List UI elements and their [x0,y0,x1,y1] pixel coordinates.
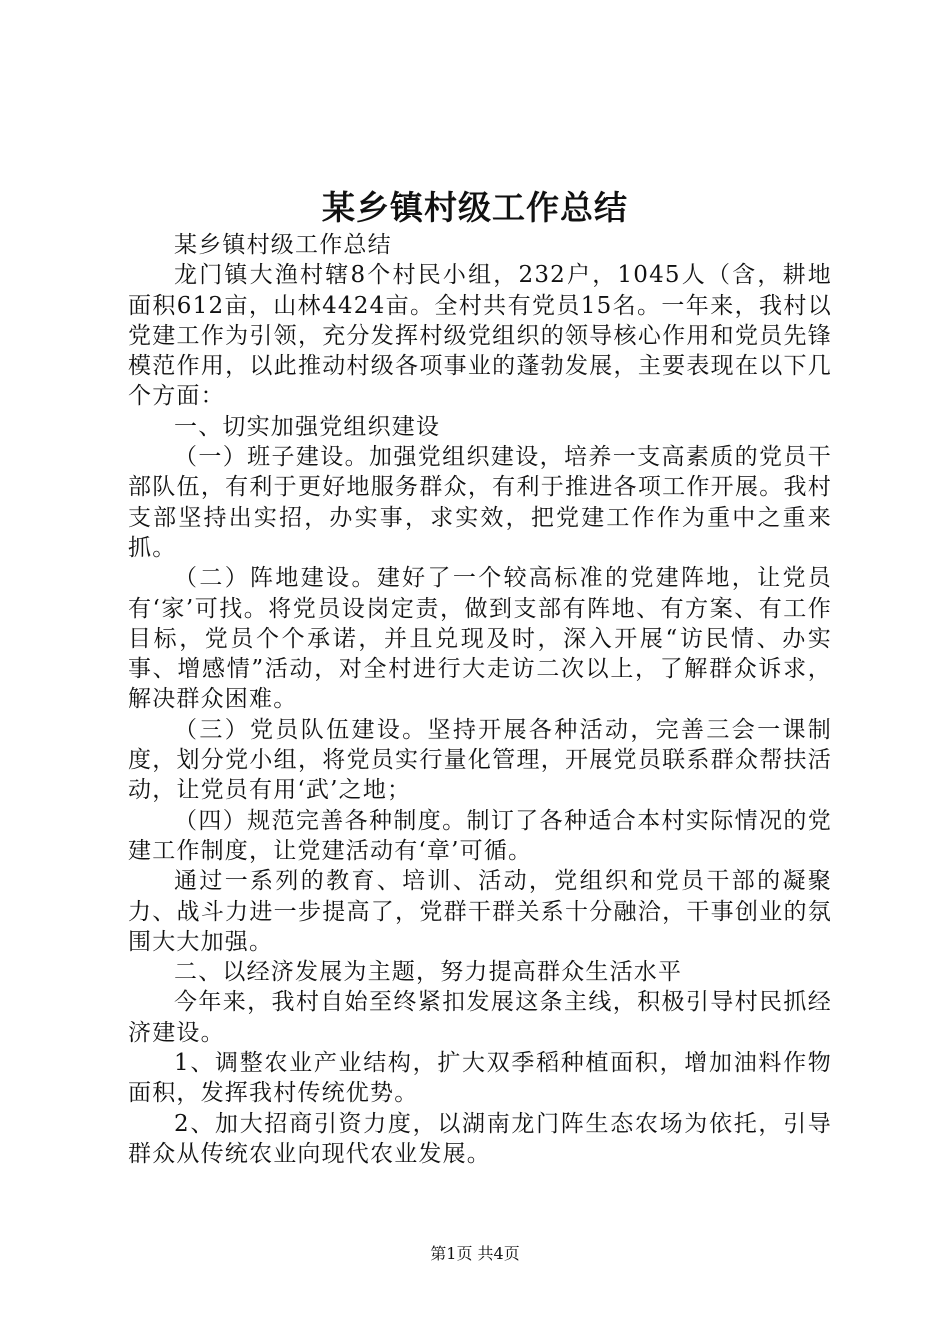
paragraph-intro: 龙门镇大渔村辖8个村民小组，232户，1045人（含，耕地面积612亩，山林4424亩。全村共有党员15名。一年来，我村以党建工作为引领，充分发挥村级党组织的领导核心作用和党员先锋模范作用，以此推动村级各项事业的蓬勃发展，主要表现在以下几个方面： [128,262,832,410]
paragraph-item-2: （二）阵地建设。建好了一个较高标准的党建阵地，让党员有‘家’可找。将党员设岗定责，做到支部有阵地、有方案、有工作目标，党员个个承诺，并且兑现及时，深入开展“访民情、办实事、增感情”活动，对全村进行大走访二次以上，了解群众诉求，解决群众困难。 [128,565,832,713]
page-footer: 第1页 共4页 [430,1244,520,1263]
paragraph-economy-intro: 今年来，我村自始至终紧扣发展这条主线，积极引导村民抓经济建设。 [128,989,832,1046]
section-heading-1: 一、切实加强党组织建设 [174,413,441,440]
paragraph-summary: 通过一系列的教育、培训、活动，党组织和党员干部的凝聚力、战斗力进一步提高了，党群干群关系十分融洽，干事创业的氛围大大加强。 [128,868,832,955]
paragraph-subtitle: 某乡镇村级工作总结 [174,232,392,258]
paragraph-item-1: （一）班子建设。加强党组织建设，培养一支高素质的党员干部队伍，有利于更好地服务群众，有利于推进各项工作开展。我村支部坚持出实招，办实事，求实效，把党建工作作为重中之重来抓。 [128,444,832,561]
paragraph-economy-2: 2、加大招商引资力度，以湖南龙门阵生态农场为依托，引导群众从传统农业向现代农业发展。 [128,1110,832,1167]
section-heading-2: 二、以经济发展为主题，努力提高群众生活水平 [174,959,683,986]
document-body [128,230,832,1169]
paragraph-item-4: （四）规范完善各种制度。制订了各种适合本村实际情况的党建工作制度，让党建活动有‘章’可循。 [128,807,832,864]
paragraph-economy-1: 1、调整农业产业结构，扩大双季稻种植面积，增加油料作物面积，发挥我村传统优势。 [128,1050,832,1107]
paragraph-item-3: （三）党员队伍建设。坚持开展各种活动，完善三会一课制度，划分党小组，将党员实行量化管理，开展党员联系群众帮扶活动，让党员有用‘武’之地； [128,716,832,804]
document-title: 某乡镇村级工作总结 [322,188,628,227]
